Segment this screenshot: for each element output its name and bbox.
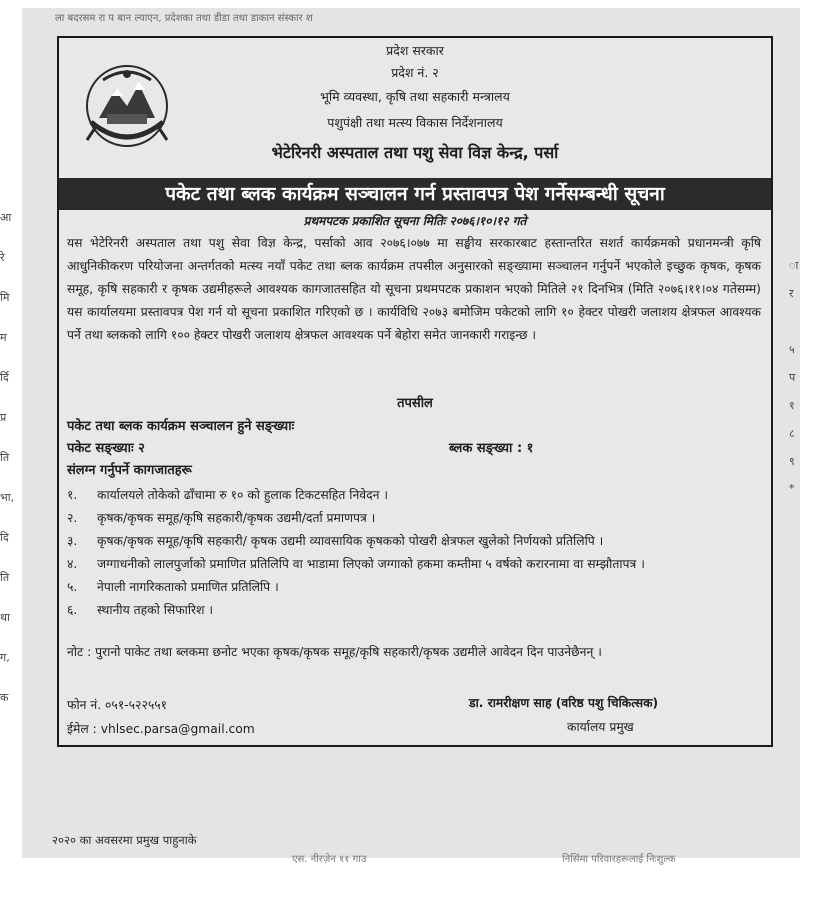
bleed-text-top: ला बदरसम रा प बान ल्याएन, प्रदेशका तथा डीडा तथा डाकान संस्कार श: [55, 13, 313, 24]
bottom-bleed: [22, 805, 800, 865]
bleed-char: ग,: [0, 651, 10, 664]
bleed-char: था: [0, 611, 10, 624]
bleed-char: र्दि: [0, 371, 9, 384]
right-margin-bleed: [789, 230, 803, 630]
public-notice: [57, 36, 773, 747]
list-number: ४.: [67, 557, 78, 571]
bleed-char: भा,: [0, 491, 15, 504]
list-number: ३.: [67, 534, 78, 548]
header-province-government: प्रदेश सरकार: [386, 43, 444, 58]
bleed-text-bottom-right: निसिंमा परिवारहरूलाई निःशुल्क: [562, 854, 676, 865]
block-count: ब्लक सङ्ख्या : १: [449, 441, 534, 456]
bleed-char: १: [789, 399, 795, 412]
bleed-char: म: [0, 331, 7, 344]
bleed-char: र: [789, 287, 794, 300]
bleed-char: ति: [0, 451, 10, 464]
bleed-char: ति: [0, 571, 10, 584]
list-text: जग्गाधनीको लालपुर्जाको प्रमाणित प्रतिलिपि वा भाडामा लिएको जग्गाको हकमा कम्तीमा ५ वर्षको करारनामा वा सम्झौतापत्र ।: [97, 557, 645, 571]
list-item: [67, 507, 761, 530]
list-number: २.: [67, 511, 78, 525]
bleed-char: *: [789, 482, 795, 495]
bleed-char: दि: [0, 531, 9, 544]
header-directorate: पशुपंक्षी तथा मत्स्य विकास निर्देशनालय: [327, 115, 503, 130]
list-item: [67, 530, 761, 553]
program-count-heading: पकेट तथा ब्लक कार्यक्रम सञ्चालन हुने सङ्ख्याः: [67, 419, 295, 434]
bleed-text-bottom-left: २०२० का अवसरमा प्रमुख पाहुनाके: [52, 833, 197, 847]
bleed-char: प: [789, 371, 796, 384]
first-published-date: प्रथमपटक प्रकाशित सूचना मितिः २०७६।१०।१२ गते: [303, 214, 527, 228]
schedule-heading: तपसील: [397, 396, 433, 411]
bleed-char: आ: [0, 211, 12, 224]
eligibility-note: नोट : पुरानो पाकेट तथा ब्लकमा छनोट भएका कृषक/कृषक समूह/कृषि सहकारी/कृषक उद्यमीले आवेदन दिन पाउनेछैनन् ।: [67, 645, 602, 659]
list-text: नेपाली नागरिकताको प्रमाणित प्रतिलिपि ।: [97, 580, 279, 594]
list-text: कार्यालयले तोकेको ढाँचामा रु १० को हुलाक टिकटसहित निवेदन ।: [97, 488, 389, 502]
phone-number: फोन नं. ०५१-५२२५५१: [67, 698, 168, 712]
bleed-char: मि: [0, 291, 10, 304]
bleed-text-bottom-mid: एस. नीरज़ेन ११ गाउ: [292, 854, 367, 865]
bleed-char: [789, 314, 803, 342]
bleed-char: प्र: [0, 411, 7, 424]
list-number: ५.: [67, 580, 78, 594]
bleed-char: क: [0, 691, 9, 704]
list-text: कृषक/कृषक समूह/कृषि सहकारी/ कृषक उद्यमी व्यावसायिक कृषकको पोखरी क्षेत्रफल खुलेको निर्णयको प्रतिलिपि ।: [97, 534, 604, 548]
documents-heading: संलग्न गर्नुपर्ने कागजातहरू: [67, 463, 192, 478]
signatory-name: डा. रामरीक्षण साह (वरिष्ठ पशु चिकित्सक): [469, 696, 659, 710]
list-item: [67, 576, 761, 599]
bleed-char: ५: [789, 343, 795, 356]
header-ministry: भूमि व्यवस्था, कृषि तथा सहकारी मन्त्रालय: [320, 89, 510, 104]
list-item: [67, 599, 761, 622]
header-office-name: भेटेरिनरी अस्पताल तथा पशु सेवा विज्ञ केन्द्र, पर्सा: [271, 143, 559, 162]
list-text: स्थानीय तहको सिफारिश ।: [97, 603, 214, 617]
header-province-number: प्रदेश नं. २: [391, 65, 439, 80]
pocket-count: पकेट सङ्ख्याः २: [67, 441, 145, 456]
bleed-char: ८: [789, 427, 795, 440]
documents-list: [67, 484, 761, 622]
notice-title-banner: पकेट तथा ब्लक कार्यक्रम सञ्चालन गर्न प्रस्तावपत्र पेश गर्नेसम्बन्धी सूचना: [59, 178, 771, 210]
notice-body: यस भेटेरिनरी अस्पताल तथा पशु सेवा विज्ञ केन्द्र, पर्साको आव २०७६।०७७ मा सङ्घीय सरकारबाट हस्तान्तरित सशर्त कार्यक्रमको प्रधानमन्त्री कृषि आधुनिकीकरण परियोजना अन्तर्गतको मत्स्य नयाँ पकेट तथा ब्लक कार्यक्रम तपसील अनुसारको सङ्ख्यामा सञ्चालन गर्नुपर्ने भएकोले इच्छुक कृषक, कृषक समूह, कृषि सहकारी र कृषक उद्यमीहरूले आवश्यक कागजातसहित यो सूचना प्रथमपटक प्रकाशन भएको मितिले २१ दिनभित्र (मिति २०७६।११।०४ गतेसम्म) यस कार्यालयमा प्रस्तावपत्र पेश गर्न यो सूचना प्रकाशित गरिएको छ । कार्यविधि २०७३ बमोजिम पकेटको लागि १० हेक्टर पोखरी जलाशय क्षेत्रफल आवश्यक पर्ने तथा ब्लकको लागि १०० हेक्टर पोखरी जलाशय क्षेत्रफल आवश्यक पर्ने बेहोरा समेत जानकारी गराइन्छ ।: [67, 236, 761, 342]
list-number: १.: [67, 488, 78, 502]
bleed-char: [789, 230, 803, 258]
bleed-char: ९: [789, 455, 795, 468]
list-text: कृषक/कृषक समूह/कृषि सहकारी/कृषक उद्यमी/दर्ता प्रमाणपत्र ।: [97, 511, 376, 525]
signatory-title: कार्यालय प्रमुख: [567, 720, 634, 734]
list-item: [67, 553, 761, 576]
bleed-char: रे: [0, 251, 5, 264]
bleed-char: ा: [789, 259, 799, 272]
email-address: ईमेल : vhlsec.parsa@gmail.com: [67, 722, 255, 736]
list-number: ६.: [67, 603, 78, 617]
list-item: [67, 484, 761, 507]
left-margin-bleed: [0, 210, 24, 850]
